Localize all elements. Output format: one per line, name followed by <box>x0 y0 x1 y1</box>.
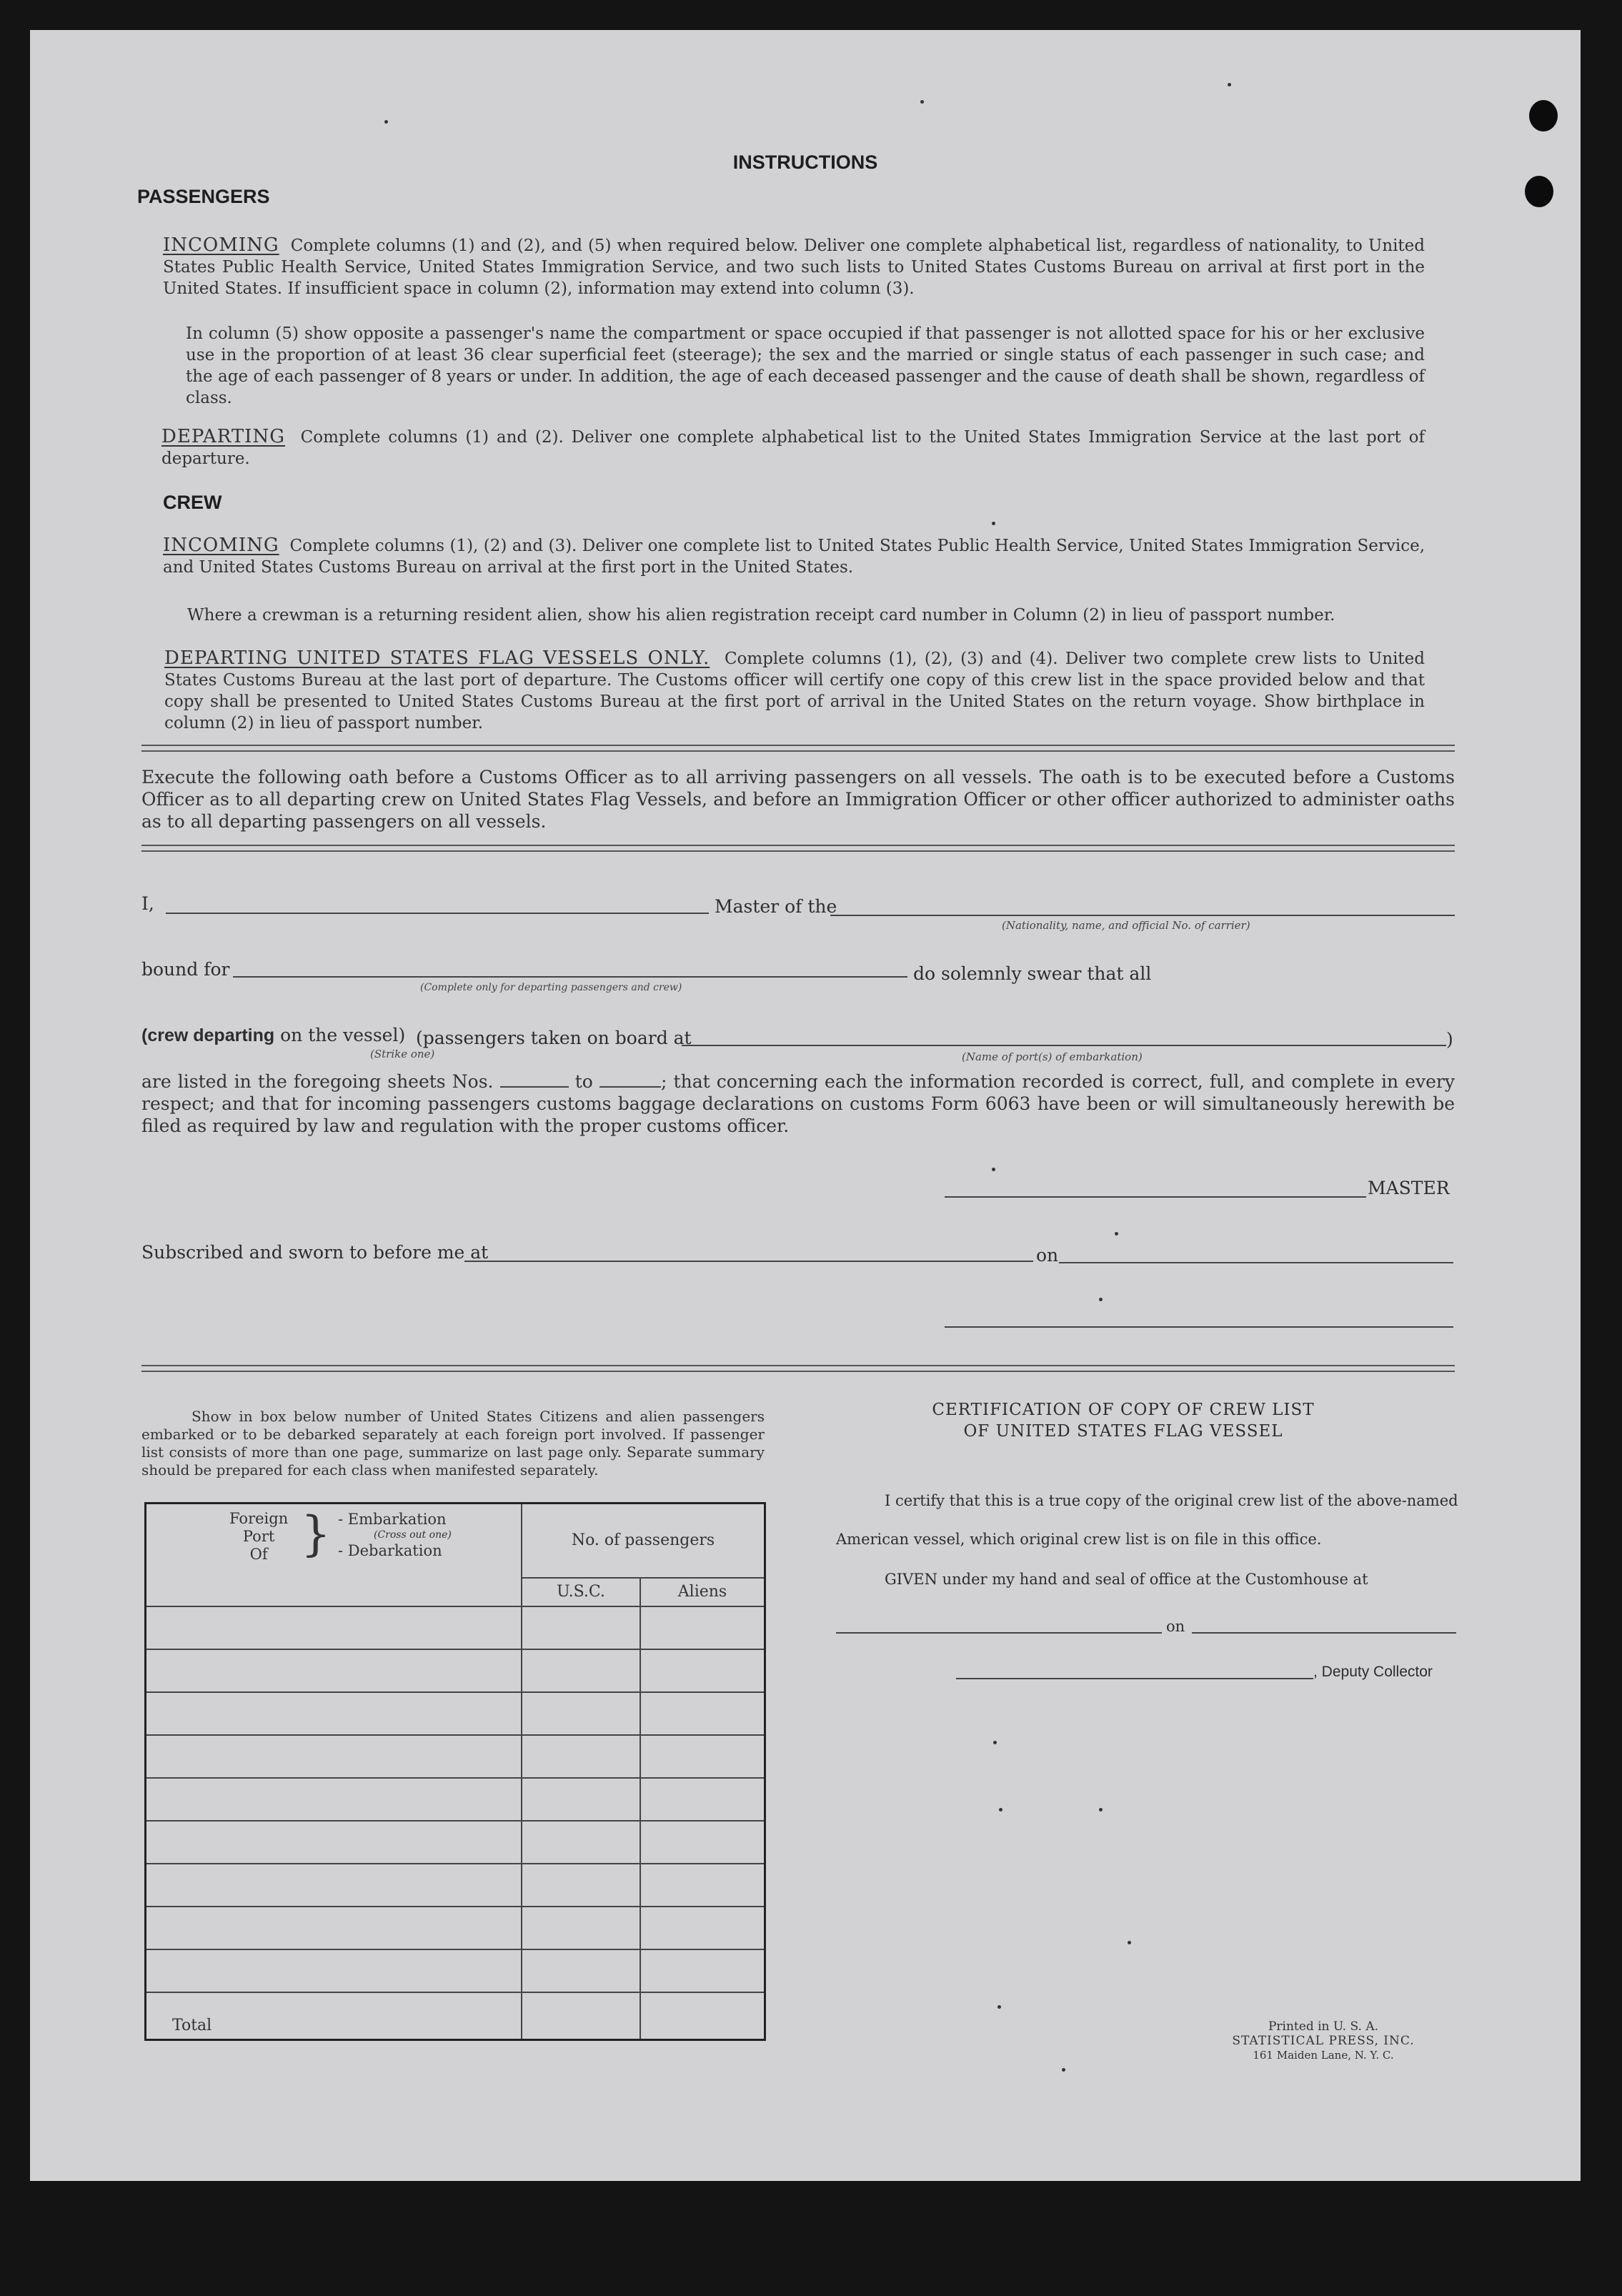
deputy-signature-field[interactable] <box>956 1678 1313 1679</box>
passengers-incoming-block <box>163 234 1425 299</box>
speck <box>997 2005 1001 2009</box>
listed-text-b: ; that concerning each the information recorded is correct, full, and complete in every respect; and that for incoming passengers customs baggage declarations on customs Form 6063 have been or will simultaneously herewith be filed as required by law and regulation with the proper customs officer. <box>141 1071 1455 1136</box>
aliens-header: Aliens <box>640 1578 765 1606</box>
sworn-on-label: on <box>1036 1245 1059 1266</box>
aliens-cell[interactable] <box>640 1606 765 1649</box>
punch-hole-bottom <box>1525 176 1553 207</box>
deputy-collector-label: , Deputy Collector <box>1313 1664 1433 1680</box>
master-name-field[interactable] <box>166 913 709 914</box>
subscribed-label: Subscribed and sworn to before me at <box>141 1242 489 1263</box>
sheet-from-field[interactable] <box>500 1070 569 1088</box>
speck <box>1128 1941 1131 1944</box>
passengers-incoming-text: Complete columns (1) and (2), and (5) when required below. Deliver one complete alphabetical list, regardless of nationality, to United States Public Health Service, United States Immigration Service, and two such lists to United States Customs Bureau on arrival at first port in the United States. If insufficient space in column (2), information may extend into column (3). <box>163 237 1425 298</box>
certification-title-line1: CERTIFICATION OF COPY OF CREW LIST <box>932 1401 1315 1419</box>
passengers-heading: PASSENGERS <box>137 186 270 207</box>
certify-line1: I certify that this is a true copy of the original crew list of the above-named <box>885 1492 1458 1509</box>
usc-cell[interactable] <box>522 1949 640 1992</box>
printer-line3: 161 Maiden Lane, N. Y. C. <box>1253 2049 1394 2062</box>
table-row <box>146 1778 765 1821</box>
bound-for-field[interactable] <box>233 976 907 978</box>
usc-total-cell[interactable] <box>522 1992 640 2040</box>
certify-line2: American vessel, which original crew list is on file in this office. <box>836 1531 1322 1548</box>
master-signature-field[interactable] <box>945 1196 1366 1198</box>
certification-title-line2: OF UNITED STATES FLAG VESSEL <box>963 1422 1283 1441</box>
speck <box>1099 1808 1103 1812</box>
bound-for-label: bound for <box>141 959 230 980</box>
speck <box>1115 1232 1118 1236</box>
port-cell[interactable] <box>146 1649 522 1692</box>
cross-out-caption: (Cross out one) <box>374 1529 452 1541</box>
embark-debark-options[interactable] <box>338 1511 452 1559</box>
speck <box>992 1168 995 1171</box>
oath-i-label: I, <box>141 893 154 914</box>
usc-cell[interactable] <box>522 1907 640 1949</box>
table-row <box>146 1692 765 1735</box>
aliens-cell[interactable] <box>640 1821 765 1864</box>
listed-text-a: are listed in the foregoing sheets Nos. <box>141 1071 494 1092</box>
certification-date-field[interactable] <box>1192 1632 1456 1634</box>
usc-cell[interactable] <box>522 1649 640 1692</box>
port-cell[interactable] <box>146 1864 522 1907</box>
port-cell[interactable] <box>146 1606 522 1649</box>
printer-line1: Printed in U. S. A. <box>1268 2019 1379 2034</box>
summary-instruction: Show in box below number of United States Citizens and alien passengers embarked or to be debarked separately at each foreign port involved. If passenger list consists of more than one page, summarize on last page only. Separate summary should be prepared for each class when manifested separately. <box>141 1408 765 1479</box>
port-word: Port <box>242 1528 275 1545</box>
printer-imprint <box>1216 2019 1431 2062</box>
embarkation-option: - Embarkation <box>338 1511 447 1528</box>
table-row <box>146 1821 765 1864</box>
passenger-count-header: No. of passengers <box>522 1504 765 1578</box>
ports-caption: (Name of port(s) of embarkation) <box>962 1050 1143 1063</box>
embarkation-ports-field[interactable] <box>682 1045 1446 1046</box>
speck <box>993 1741 997 1744</box>
officer-signature-field[interactable] <box>945 1326 1453 1328</box>
close-paren: ) <box>1446 1029 1453 1050</box>
total-label: Total <box>146 1992 522 2040</box>
foreign-word: Foreign <box>229 1510 289 1527</box>
sworn-place-field[interactable] <box>464 1261 1033 1262</box>
crew-heading: CREW <box>163 492 222 513</box>
strike-one-caption: (Strike one) <box>370 1048 435 1060</box>
speck <box>1228 83 1231 86</box>
sworn-date-field[interactable] <box>1059 1262 1453 1263</box>
crew-incoming-label: INCOMING <box>163 535 279 556</box>
swear-label: do solemnly swear that all <box>913 963 1152 984</box>
oath-statement <box>141 1070 1455 1137</box>
passengers-departing-text: Complete columns (1) and (2). Deliver one complete alphabetical list to the United States Immigration Service at the last port of departure. <box>161 428 1425 468</box>
crew-departing-option[interactable] <box>141 1025 405 1046</box>
sheet-to-field[interactable] <box>599 1070 661 1088</box>
on-the-vessel-word: on the vessel) <box>280 1025 406 1045</box>
usc-cell[interactable] <box>522 1606 640 1649</box>
passenger-summary-table <box>144 1502 766 2041</box>
speck <box>999 1808 1002 1812</box>
printer-line2: STATISTICAL PRESS, INC. <box>1232 2034 1415 2048</box>
usc-cell[interactable] <box>522 1778 640 1821</box>
crew-departing-label: DEPARTING UNITED STATES FLAG VESSELS ONLY. <box>164 647 710 669</box>
passengers-departing-label: DEPARTING <box>161 426 285 447</box>
crew-departing-text: Complete columns (1), (2), (3) and (4). Deliver two complete crew lists to United States Customs Bureau at the last port of departure. The Customs officer will certify one copy of this crew list in the space provided below and that copy shall be presented to United States Customs Bureau at the first port of arrival in the United States on the return voyage. Show birthplace in column (2) in lieu of passport number. <box>164 650 1426 732</box>
speck <box>992 522 995 525</box>
foreign-port-of <box>229 1510 288 1564</box>
oath-instruction: Execute the following oath before a Customs Officer as to all arriving passengers on all vessels. The oath is to be executed before a Customs Officer as to all departing crew on United States Flag Vessels, and before an Immigration Officer or other officer authorized to administer oaths as to all departing passengers on all vessels. <box>141 767 1455 832</box>
table-row <box>146 1649 765 1692</box>
usc-cell[interactable] <box>522 1692 640 1735</box>
usc-cell[interactable] <box>522 1735 640 1778</box>
port-cell[interactable] <box>146 1907 522 1949</box>
customhouse-field[interactable] <box>836 1632 1162 1634</box>
master-label: MASTER <box>1368 1178 1450 1198</box>
speck <box>1062 2068 1065 2072</box>
divider <box>141 1371 1455 1372</box>
aliens-cell[interactable] <box>640 1864 765 1907</box>
usc-header: U.S.C. <box>522 1578 640 1606</box>
usc-cell[interactable] <box>522 1864 640 1907</box>
punch-hole-top <box>1529 100 1558 131</box>
total-row <box>146 1992 765 2040</box>
table-row <box>146 1606 765 1649</box>
brace-icon: } <box>301 1506 331 1561</box>
port-header-cell <box>146 1504 522 1606</box>
aliens-cell[interactable] <box>640 1949 765 1992</box>
usc-cell[interactable] <box>522 1821 640 1864</box>
speck <box>384 120 388 124</box>
crew-departing-word: (crew departing <box>141 1025 275 1045</box>
debarkation-option: - Debarkation <box>338 1542 442 1559</box>
table-row <box>146 1907 765 1949</box>
speck <box>1099 1298 1103 1301</box>
master-of-the-label: Master of the <box>715 896 837 917</box>
page-title: INSTRUCTIONS <box>732 151 878 173</box>
port-cell[interactable] <box>146 1821 522 1864</box>
crew-incoming-text: Complete columns (1), (2) and (3). Deliver one complete list to United States Public Health Service, United States Immigration Service, and United States Customs Bureau on arrival at the first port in the United States. <box>163 537 1426 577</box>
aliens-total-cell[interactable] <box>640 1992 765 2040</box>
speck <box>920 100 924 104</box>
bound-for-caption: (Complete only for departing passengers and crew) <box>420 982 682 993</box>
port-cell[interactable] <box>146 1692 522 1735</box>
passengers-incoming-label: INCOMING <box>163 234 279 256</box>
of-word: Of <box>249 1546 268 1563</box>
passengers-departing-block <box>161 426 1425 469</box>
crew-departing-block <box>164 647 1425 734</box>
divider <box>141 750 1455 752</box>
nationality-caption: (Nationality, name, and official No. of carrier) <box>1002 919 1250 932</box>
divider <box>141 845 1455 846</box>
given-line: GIVEN under my hand and seal of office at the Customhouse at <box>885 1571 1368 1588</box>
aliens-cell[interactable] <box>640 1735 765 1778</box>
passengers-taken-option[interactable]: (passengers taken on board at <box>416 1028 692 1048</box>
table-row <box>146 1864 765 1907</box>
table-row <box>146 1949 765 1992</box>
carrier-field[interactable] <box>830 915 1455 916</box>
aliens-cell[interactable] <box>640 1907 765 1949</box>
port-cell[interactable] <box>146 1949 522 1992</box>
port-cell[interactable] <box>146 1735 522 1778</box>
divider <box>141 1365 1455 1366</box>
aliens-cell[interactable] <box>640 1778 765 1821</box>
aliens-cell[interactable] <box>640 1649 765 1692</box>
port-cell[interactable] <box>146 1778 522 1821</box>
form-page <box>30 30 1581 2181</box>
listed-to: to <box>574 1071 593 1092</box>
divider <box>141 745 1455 746</box>
passengers-incoming-detail: In column (5) show opposite a passenger's name the compartment or space occupied if that passenger is not allotted space for his or her exclusive use in the proportion of at least 36 clear superficial feet (steerage); the sex and the married or single status of each passenger in such case; and the age of each passenger of 8 years or under. In addition, the age of each deceased passenger and the cause of death shall be shown, regardless of class. <box>186 324 1425 407</box>
divider <box>141 850 1455 852</box>
aliens-cell[interactable] <box>640 1692 765 1735</box>
certification-on-label: on <box>1166 1618 1185 1635</box>
table-row <box>146 1735 765 1778</box>
crew-incoming-block <box>163 535 1425 578</box>
crew-incoming-detail: Where a crewman is a returning resident alien, show his alien registration receipt card number in Column (2) in lieu of passport number. <box>187 606 1335 625</box>
